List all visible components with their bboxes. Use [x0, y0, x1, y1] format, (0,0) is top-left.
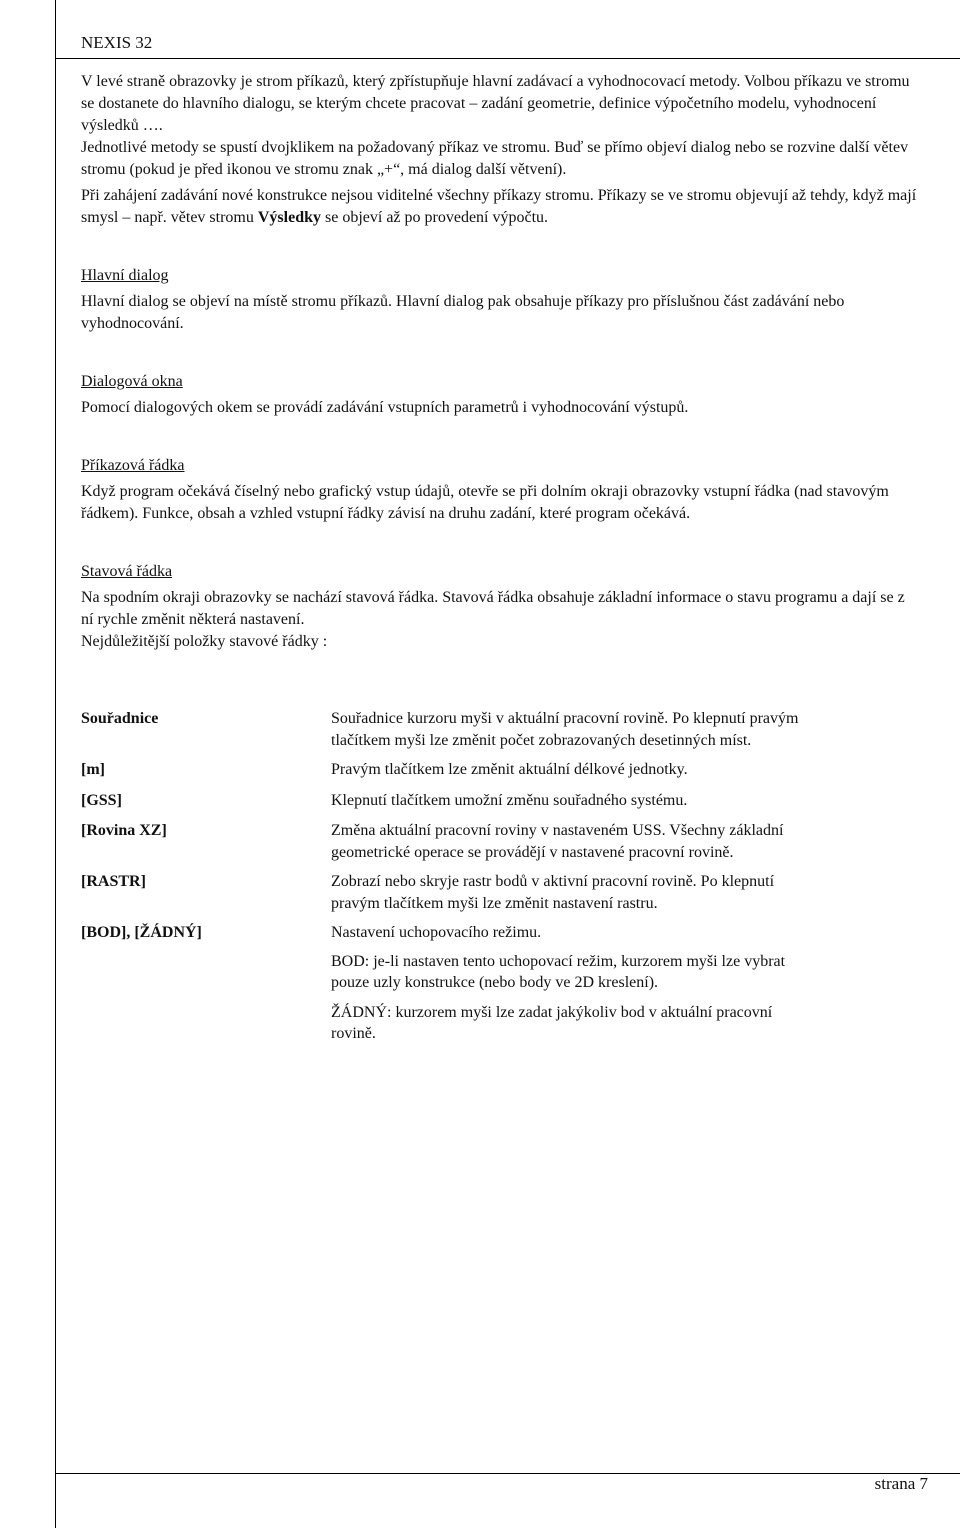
- definition-row: [81, 759, 841, 781]
- section-heading-main-dialog: Hlavní dialog: [81, 267, 169, 284]
- definition-term: [Rovina XZ]: [81, 822, 167, 839]
- definition-term: Souřadnice: [81, 710, 159, 727]
- results-term: Výsledky: [257, 209, 321, 226]
- section-text-command-line: Když program očekává číselný nebo grafický vstup údajů, otevře se při dolním okraji obrazovky vstupní řádka (nad stavovým řádkem). Funkce, obsah a vzhled vstupní řádky závisí na druhu zadání, které program očekává.: [81, 483, 889, 522]
- definition-desc: Souřadnice kurzoru myši v aktuální pracovní rovině. Po klepnutí pravým tlačítkem myši lze změnit počet zobrazovaných desetinných míst.: [331, 710, 799, 749]
- intro-paragraph-3: Při zahájení zadávání nové konstrukce nejsou viditelné všechny příkazy stromu. Příkazy se ve stromu objevují až tehdy, když mají smysl – např. větev stromu Výsledky se objeví až po provedení výpočtu.: [81, 187, 917, 226]
- definition-term: [RASTR]: [81, 873, 146, 890]
- status-bar-items-list: [81, 708, 841, 1045]
- definition-term: [GSS]: [81, 791, 122, 809]
- section-text-status-bar: Na spodním okraji obrazovky se nachází stavová řádka. Stavová řádka obsahuje základní informace o stavu programu a dají se z ní rychle změnit některá nastavení.: [81, 589, 905, 628]
- intro-paragraph-1: V levé straně obrazovky je strom příkazů, který zpřístupňuje hlavní zadávací a vyhodnocovací metody. Volbou příkazu ve stromu se dostanete do hlavního dialogu, se kterým chcete pracovat – zadání geometrie, definice výpočetního modelu, vyhodnocení výsledků ….: [81, 73, 910, 134]
- section-heading-dialog-windows: Dialogová okna: [81, 373, 183, 390]
- left-margin-line: [55, 0, 56, 1528]
- definition-row: [81, 951, 841, 994]
- section-text-status-bar-items: Nejdůležitější položky stavové řádky :: [81, 633, 328, 650]
- definition-row: [81, 790, 841, 812]
- document-body: [81, 71, 921, 653]
- definition-row: [81, 922, 841, 944]
- definition-desc: Zobrazí nebo skryje rastr bodů v aktivní pracovní rovině. Po klepnutí pravým tlačítkem myši lze změnit nastavení rastru.: [331, 873, 775, 912]
- definition-desc: Nastavení uchopovacího režimu.: [331, 924, 542, 941]
- page-number: strana 7: [874, 1474, 928, 1493]
- section-text-dialog-windows: Pomocí dialogových okem se provádí zadávání vstupních parametrů i vyhodnocování výstupů.: [81, 399, 689, 416]
- definition-desc: BOD: je-li nastaven tento uchopovací režim, kurzorem myši lze vybrat pouze uzly konstrukce (nebo body ve 2D kreslení).: [331, 952, 786, 991]
- definition-row: [81, 820, 841, 863]
- definition-row: [81, 871, 841, 914]
- definition-row: [81, 1002, 841, 1045]
- footer-rule: [55, 1473, 960, 1474]
- section-heading-status-bar: Stavová řádka: [81, 563, 173, 580]
- definition-row: [81, 708, 841, 751]
- definition-desc: Pravým tlačítkem lze změnit aktuální délkové jednotky.: [331, 761, 688, 778]
- header-rule: [55, 58, 960, 59]
- definition-term: [BOD], [ŽÁDNÝ]: [81, 924, 202, 941]
- definition-term: [81, 951, 331, 994]
- header-title: NEXIS 32: [81, 33, 153, 52]
- definition-term: [m]: [81, 761, 105, 778]
- section-heading-command-line: Příkazová řádka: [81, 457, 185, 474]
- section-text-main-dialog: Hlavní dialog se objeví na místě stromu příkazů. Hlavní dialog pak obsahuje příkazy pro příslušnou část zadávání nebo vyhodnocování.: [81, 293, 845, 332]
- intro-paragraph-2: Jednotlivé metody se spustí dvojklikem na požadovaný příkaz ve stromu. Buď se přímo objeví dialog nebo se rozvine další větev stromu (pokud je před ikonou ve stromu znak „+“, má dialog další větvení).: [81, 139, 909, 178]
- definition-desc: ŽÁDNÝ: kurzorem myši lze zadat jakýkoliv bod v aktuální pracovní rovině.: [331, 1003, 773, 1042]
- definition-desc: Klepnutí tlačítkem umožní změnu souřadného systému.: [331, 791, 688, 809]
- definition-term: [81, 1002, 331, 1045]
- definition-desc: Změna aktuální pracovní roviny v nastaveném USS. Všechny základní geometrické operace se provádějí v nastavené pracovní rovině.: [331, 822, 784, 861]
